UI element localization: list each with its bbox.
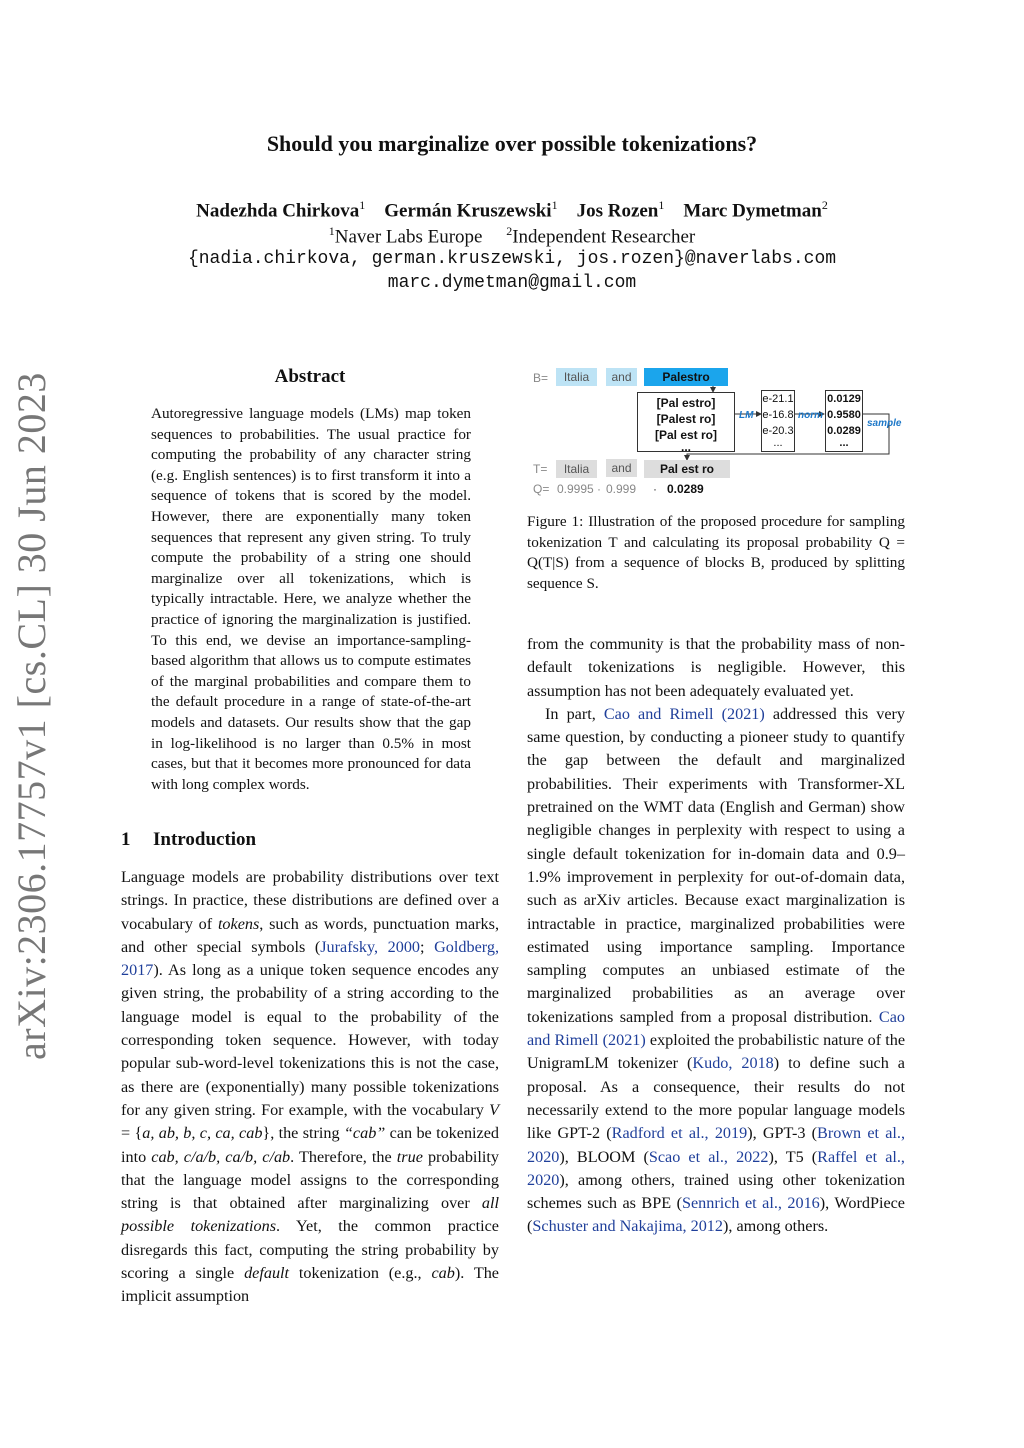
paper-title: Should you marginalize over possible tokenizations? — [266, 131, 758, 156]
block-and: and — [606, 368, 637, 386]
citation-link[interactable]: Sennrich et al., 2016 — [681, 1194, 820, 1213]
author-name: Germán Kruszewski — [384, 200, 552, 222]
citation-link[interactable]: Jurafsky, 2000 — [320, 937, 421, 956]
block-italia: Italia — [556, 368, 597, 386]
section-heading: 1 Introduction — [121, 829, 257, 850]
author-name: Jos Rozen — [576, 200, 659, 222]
b-label: B= — [533, 371, 549, 385]
lm-label: LM — [739, 410, 754, 421]
citation-link[interactable]: Scao et al., 2022 — [648, 1147, 769, 1166]
citation-link[interactable]: Brown et al., 2020 — [527, 1124, 905, 1166]
figure-caption: Figure 1: Illustration of the proposed procedure for sampling tokenization T and calculating its proposal probability Q = Q(T|S) from a sequence of blocks B, produced by splitting sequence S. — [527, 513, 905, 592]
author-name: Marc Dymetman — [683, 200, 822, 222]
email-line: marc.dymetman@gmail.com — [387, 273, 637, 293]
t-label: T= — [533, 462, 548, 476]
intro-text-right: from the community is that the probability mass of non-default tokenizations is negligible. However, this assumption has not been adequately evaluated yet. In part, Cao and Rimell (2021) addressed this very same question, by conducting a pioneer study to quantify the gap between the default and marginalized probabilities. Their experiments with Transformer-XL pretrained on the WMT data (English and German) show negligible changes in perplexity with respect to using a single default tokenization for in-domain data and 0.9–1.9% improvement in perplexity for out-of-domain data, such as arXiv articles. Because exact marginalization is intractable in practice, marginalized probabilities were estimated using importance sampling. Importance sampling computes an unbiased estimate of the marginalized probabilities as an average over tokenizations sampled from a proposal distribution. Cao and Rimell (2021) exploited the probabilistic nature of the UnigramLM tokenizer (Kudo, 2018) to define such a proposal. As a consequence, their results do not necessarily extend to the more popular language models like GPT-2 (Radford et al., 2019), GPT-3 (Brown et al., 2020), BLOOM (Scao et al., 2022), T5 (Raffel et al., 2020), among others, trained using other tokenization schemes such as BPE (Sennrich et al., 2016), WordPiece (Schuster and Nakajima, 2012), among others. — [527, 635, 906, 1236]
abstract-heading: Abstract — [274, 366, 346, 387]
affiliations: $^1$Naver Labs Europe $^2$Independent Researcher — [328, 224, 696, 248]
citation-link[interactable]: Schuster and Nakajima, 2012 — [532, 1217, 723, 1236]
arxiv-identifier: arXiv:2306.17757v1 [cs.CL] 30 Jun 2023 — [9, 372, 54, 1060]
affiliation: Independent Researcher — [512, 226, 696, 248]
tokenization-candidates: [Pal estro] [Palest ro] [Pal est ro] ... — [637, 392, 735, 452]
norm-label: norm — [798, 410, 823, 421]
q-value-and: 0.999 — [606, 482, 637, 496]
block-palestro: Palestro — [644, 368, 728, 386]
exp-scores: e-21.1 e-16.8 e-20.3 ... — [761, 390, 795, 452]
citation-link[interactable]: Goldberg, 2017 — [121, 937, 500, 980]
affiliation: Naver Labs Europe — [334, 226, 483, 248]
sample-label: sample — [867, 418, 902, 429]
figure-1 — [527, 362, 905, 500]
q-value-palestro: 0.0289 — [667, 482, 704, 496]
citation-link[interactable]: Kudo, 2018 — [692, 1054, 774, 1073]
t-block-and: and — [606, 459, 637, 477]
t-block-italia: Italia — [556, 460, 597, 478]
citation-link[interactable]: Cao and Rimell (2021) — [527, 1007, 905, 1050]
author-list: Nadezhda Chirkova$^1$ Germán Kruszewski$^1$ Jos Rozen$^1$ Marc Dymetman$^2$ — [196, 198, 828, 222]
author-name: Nadezhda Chirkova — [196, 200, 360, 222]
normalized-probs: 0.0129 0.9580 0.0289 ... — [825, 390, 863, 452]
email-line: {nadia.chirkova, german.kruszewski, jos.rozen}@naverlabs.com — [187, 249, 837, 269]
q-value-italia: 0.9995 · — [557, 482, 602, 496]
citation-link[interactable]: Cao and Rimell (2021) — [603, 704, 765, 723]
t-block-palestro: Pal est ro — [644, 460, 730, 478]
intro-text-left: Language models are probability distributions over text strings. In practice, these distributions are defined over a vocabulary of tokens, such as words, punctuation marks, and other special symbols (Jurafsky, 2000; Goldberg, 2017). As long as a unique token sequence encodes any given string, the probability of a string according to the language model is equal to the probability of the corresponding token sequence. However, with today popular sub-word-level tokenizations this is not the case, as there are (exponentially) many possible tokenizations for any given string. For example, with the vocabulary V = {a, ab, b, c, ca, cab}, the string “cab” can be tokenized into cab, c/a/b, ca/b, c/ab. Therefore, the true probability that the language model assigns to the corresponding string is that obtained after marginalizing over all possible tokenizations. Yet, the common practice disregards this fact, computing the string probability by scoring a single default tokenization (e.g., cab). The implicit assumption — [121, 868, 500, 1306]
citation-link[interactable]: Radford et al., 2019 — [611, 1124, 748, 1143]
abstract-text: Autoregressive language models (LMs) map token sequences to probabilities. The usual practice for computing the probability of any character string (e.g. English sentences) is to first transform it into a sequence of tokens that is scored by the model. However, there are exponentially many token sequences that represent any given string. To truly compute the probability of a string one should marginalize over all tokenizations, which is typically intractable. Here, we analyze whether the practice of ignoring the marginalization is justified. To this end, we devise an importance-sampling-based algorithm that allows us to compute estimates of the marginal probabilities and compare them to the default procedure in a range of state-of-the-art models and datasets. Our results show that the gap in log-likelihood is no larger than 0.5% in most cases, but that it becomes more pronounced for data with long complex words. — [151, 405, 471, 793]
q-label: Q= — [533, 482, 550, 496]
q-dot: · — [653, 482, 657, 496]
citation-link[interactable]: Raffel et al., 2020 — [527, 1147, 905, 1189]
